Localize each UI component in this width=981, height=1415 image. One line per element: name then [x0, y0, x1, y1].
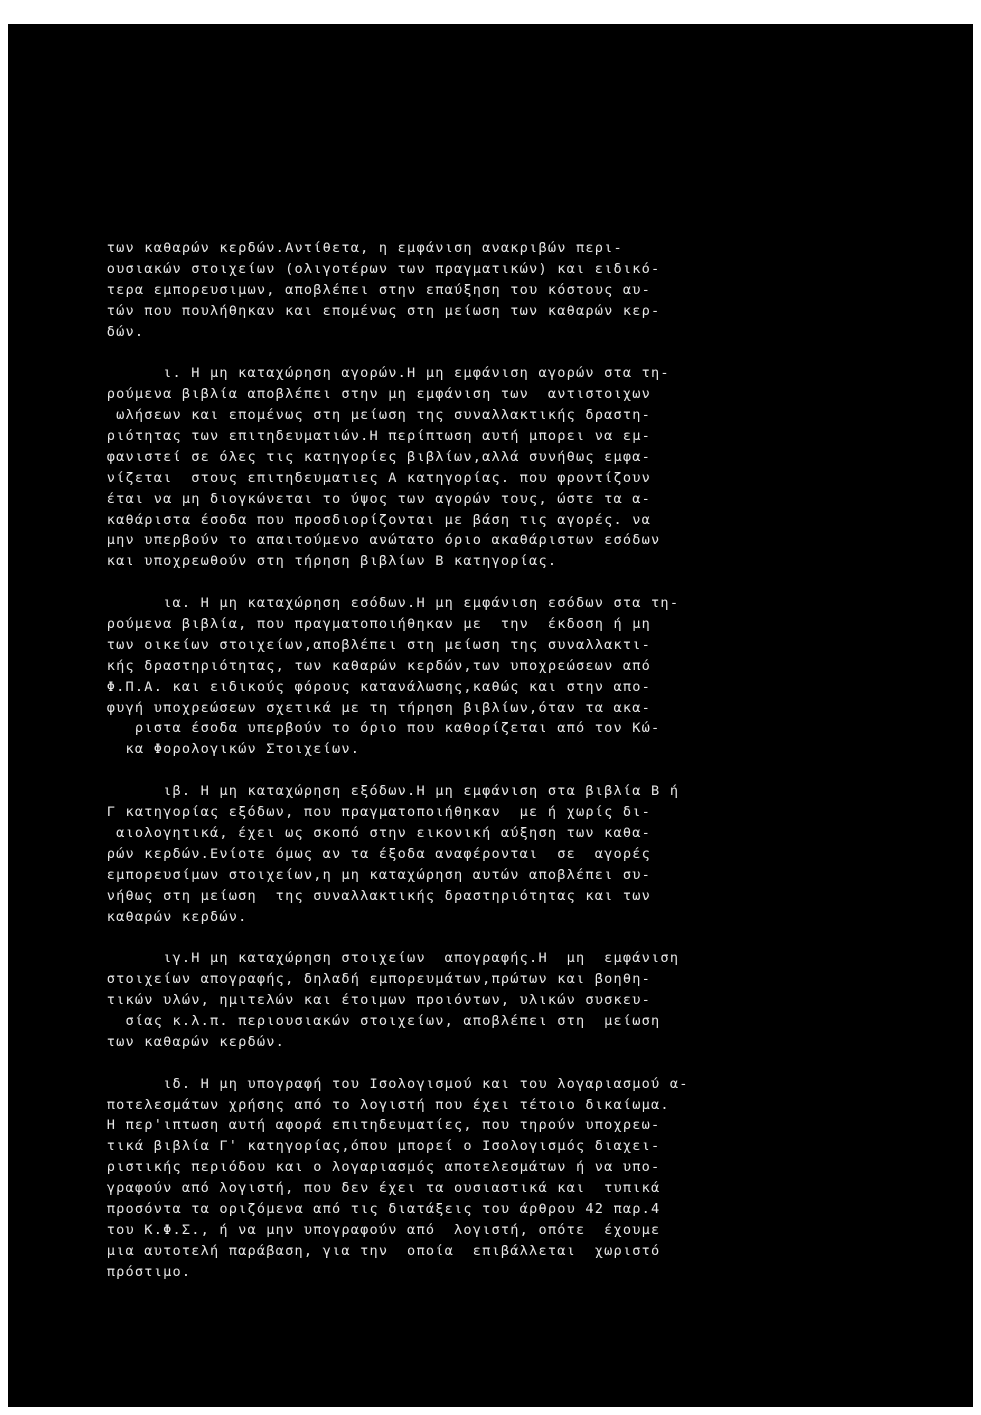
text-line: μην υπερβούν το απαιτούμενο ανώτατο όριο ακαθάριστων εσόδων — [88, 532, 661, 549]
text-line: Γ κατηγορίας εξόδων, που πραγματοποιήθηκαν με ή χωρίς δι- — [88, 804, 652, 821]
text-line: των οικείων στοιχείων,αποβλέπει στη μείωση της συναλλακτι- — [88, 636, 652, 653]
text-line: καθάριστα έσοδα που προσδιορίζονται με βάση τις αγορές. να — [88, 511, 652, 528]
text-line: πρόστιμο. — [88, 1263, 192, 1280]
paragraph-gap — [88, 342, 848, 363]
text-line: φανιστεί σε όλες τις κατηγορίες βιβλίων,αλλά συνήθως εμφα- — [88, 448, 652, 465]
text-line: νήθως στη μείωση της συναλλακτικής δραστηριότητας και των — [88, 887, 652, 904]
text-line: τερα εμπορευσιμων, αποβλέπει στην επαύξηση του κόστους αυ- — [88, 281, 652, 298]
text-line: ια. Η μη καταχώρηση εσόδων.Η μη εμφάνιση εσόδων στα τη- — [88, 595, 680, 612]
paragraph — [88, 1074, 848, 1283]
text-line: των καθαρών κερδών. — [88, 1033, 286, 1050]
text-line: ριστικής περιόδου και ο λογαριασμός αποτελεσμάτων ή να υπο- — [88, 1159, 661, 1176]
text-line: ρούμενα βιβλία αποβλέπει στην μη εμφάνιση των αντιστοιχων — [88, 386, 652, 403]
text-line: έται να μη διογκώνεται το ύψος των αγορών τους, ώστε τα α- — [88, 490, 652, 507]
text-line: Η περ'ιπτωση αυτή αφορά επιτηδευματίες, που τηρούν υποχρεω- — [88, 1117, 661, 1134]
text-line: ρούμενα βιβλία, που πραγματοποιήθηκαν με την έκδοση ή μη — [88, 616, 652, 633]
paragraph-gap — [88, 1053, 848, 1074]
paragraph-gap — [88, 927, 848, 948]
text-line: ποτελεσμάτων χρήσης από το λογιστή που έχει τέτοιο δικαίωμα. — [88, 1096, 670, 1113]
text-line: τικών υλών, ημιτελών και έτοιμων προιόντων, υλικών συσκευ- — [88, 992, 652, 1009]
text-line: προσόντα τα οριζόμενα από τις διατάξεις του άρθρου 42 παρ.4 — [88, 1200, 661, 1217]
text-line: φυγή υποχρεώσεων σχετικά με τη τήρηση βιβλίων,όταν τα ακα- — [88, 699, 652, 716]
text-line: μια αυτοτελή παράβαση, για την οποία επιβάλλεται χωριστό — [88, 1242, 661, 1259]
text-line: στοιχείων απογραφής, δηλαδή εμπορευμάτων,πρώτων και βοηθη- — [88, 971, 652, 988]
text-line: ι. Η μη καταχώρηση αγορών.Η μη εμφάνιση αγορών στα τη- — [88, 365, 670, 382]
paragraph — [88, 593, 848, 760]
text-line: ριότητας των επιτηδευματιών.Η περίπτωση αυτή μπορει να εμ- — [88, 428, 652, 445]
text-line: ρών κερδών.Ενίοτε όμως αν τα έξοδα αναφέρονται σε αγορές — [88, 845, 652, 862]
scan-edge — [8, 8, 973, 24]
text-line: σίας κ.λ.π. περιουσιακών στοιχείων, αποβλέπει στη μείωση — [88, 1012, 661, 1029]
text-line: καθαρών κερδών. — [88, 908, 248, 925]
text-line: του Κ.Φ.Σ., ή να μην υπογραφούν από λογιστή, οπότε έχουμε — [88, 1221, 661, 1238]
paragraph-gap — [88, 572, 848, 593]
text-line: Φ.Π.Α. και ειδικούς φόρους κατανάλωσης,καθώς και στην απο- — [88, 678, 652, 695]
text-line: κής δραστηριότητας, των καθαρών κερδών,των υποχρεώσεων από — [88, 657, 652, 674]
text-line: κα Φορολογικών Στοιχείων. — [88, 741, 361, 758]
document-body — [88, 238, 848, 1283]
text-line: ιδ. Η μη υπογραφή του Ισολογισμού και του λογαριασμού α- — [88, 1075, 689, 1092]
text-line: νίζεται στους επιτηδευματιες Α κατηγορίας. που φροντίζουν — [88, 469, 652, 486]
text-line: αιολογητικά, έχει ως σκοπό στην εικονική αύξηση των καθα- — [88, 824, 652, 841]
text-line: τικά βιβλία Γ' κατηγορίας,όπου μπορεί ο Ισολογισμός διαχει- — [88, 1138, 661, 1155]
paragraph — [88, 948, 848, 1052]
text-line: και υποχρεωθούν στη τήρηση βιβλίων Β κατηγορίας. — [88, 553, 558, 570]
text-line: ριστα έσοδα υπερβούν το όριο που καθορίζεται από τον Κώ- — [88, 720, 661, 737]
text-line: ιγ.Η μη καταχώρηση στοιχείων απογραφής.Η μη εμφάνιση — [88, 950, 680, 967]
text-line: εμπορευσίμων στοιχείων,η μη καταχώρηση αυτών αποβλέπει συ- — [88, 866, 652, 883]
text-line: γραφούν από λογιστή, που δεν έχει τα ουσιαστικά και τυπικά — [88, 1180, 661, 1197]
paragraph — [88, 238, 848, 342]
text-line: ουσιακών στοιχείων (ολιγοτέρων των πραγματικών) και ειδικό- — [88, 260, 661, 277]
paragraph — [88, 363, 848, 572]
text-line: των καθαρών κερδών.Αντίθετα, η εμφάνιση ανακριβών περι- — [88, 240, 623, 256]
text-line: δών. — [88, 323, 145, 340]
text-line: ιβ. Η μη καταχώρηση εξόδων.Η μη εμφάνιση στα βιβλία Β ή — [88, 783, 680, 800]
text-line: ωλήσεων και επομένως στη μείωση της συναλλακτικής δραστη- — [88, 407, 652, 424]
paragraph-gap — [88, 760, 848, 781]
text-line: τών που πουλήθηκαν και επομένως στη μείωση των καθαρών κερ- — [88, 302, 661, 319]
scanned-page — [8, 8, 973, 1407]
paragraph — [88, 781, 848, 927]
